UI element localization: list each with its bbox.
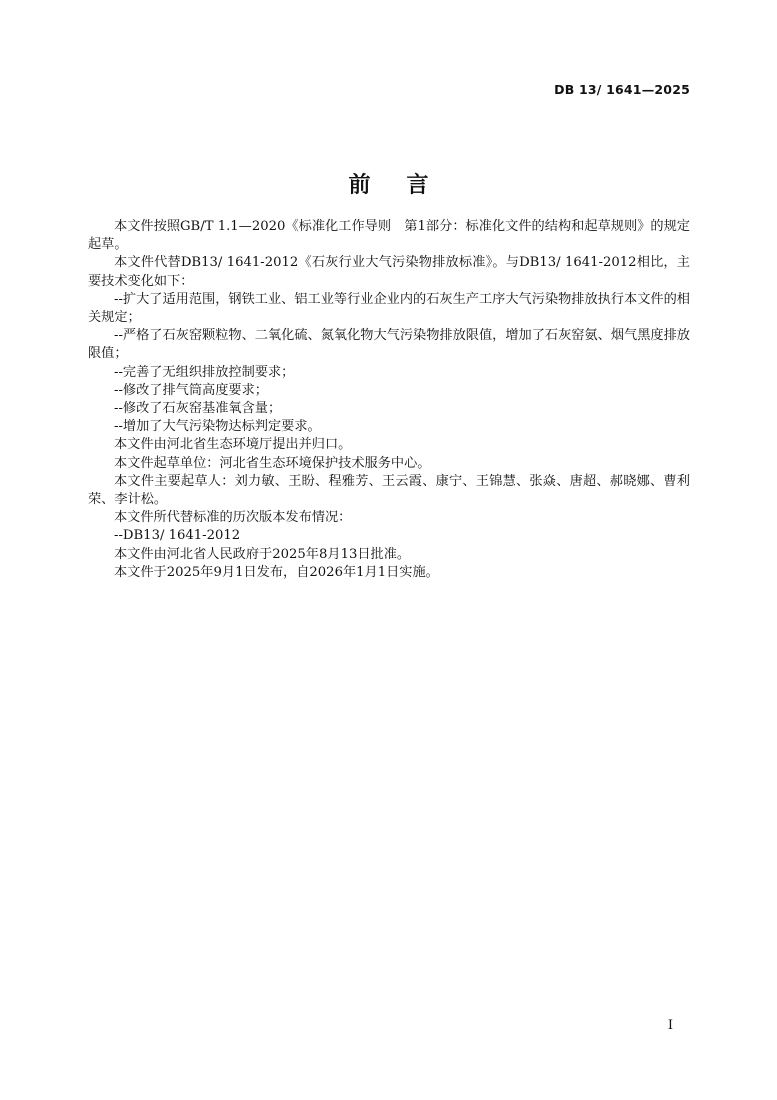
change-item-oxygen: --修改了石灰窑基准氧含量；	[114, 401, 282, 417]
paragraph-replacement: 本文件代替DB13/ 1641-2012《石灰行业大气污染物排放标准》。与DB13/ 1641-2012相比，主要技术变化如下：	[88, 255, 690, 289]
paragraph-approval: 本文件由河北省人民政府于2025年8月13日批准。	[114, 546, 411, 562]
paragraph-implementation: 本文件于2025年9月1日发布，自2026年1月1日实施。	[114, 564, 439, 580]
history-item: --DB13/ 1641-2012	[114, 528, 241, 544]
paragraph-proposer: 本文件由河北省生态环境厅提出并归口。	[114, 437, 352, 453]
paragraph-drafting-rules: 本文件按照GB/T 1.1—2020《标准化工作导则 第1部分：标准化文件的结构和起草规则》的规定起草。	[88, 219, 690, 253]
paragraph-history: 本文件所代替标准的历次版本发布情况：	[114, 510, 352, 526]
document-body	[88, 218, 690, 582]
paragraph-drafters: 本文件主要起草人：刘力敏、王盼、程雅芳、王云霞、康宁、王锦慧、张焱、唐超、郝晓娜、曹利荣、李计松。	[88, 473, 690, 508]
page-number: I	[667, 1018, 673, 1033]
change-item-compliance: --增加了大气污染物达标判定要求。	[114, 419, 321, 435]
change-item-scope: --扩大了适用范围，钢铁工业、铝工业等行业企业内的石灰生产工序大气污染物排放执行本文件的相关规定；	[88, 291, 690, 326]
change-item-limits: --严格了石灰窑颗粒物、二氧化硫、氮氧化物大气污染物排放限值，增加了石灰窑氨、烟气黑度排放限值；	[88, 328, 690, 362]
change-item-stack-height: --修改了排气筒高度要求；	[114, 382, 268, 398]
paragraph-drafting-unit: 本文件起草单位：河北省生态环境保护技术服务中心。	[114, 455, 431, 471]
page-title: 前言	[348, 173, 465, 198]
document-code: DB 13/ 1641—2025	[554, 82, 690, 97]
change-item-fugitive: --完善了无组织排放控制要求；	[114, 364, 295, 380]
